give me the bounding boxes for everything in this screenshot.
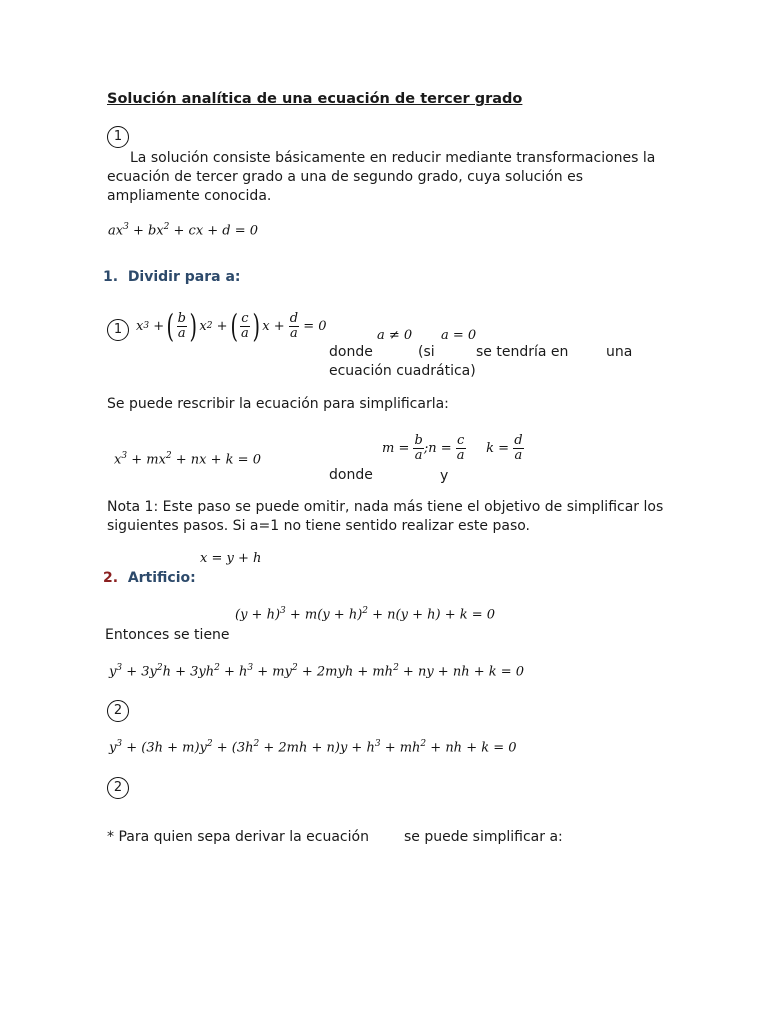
entonces-text: Entonces se tiene [105,627,230,643]
derivar-text-b: se puede simplificar a: [404,829,563,845]
donde-label-2: donde [329,467,373,483]
equation-marker-2-b: 2 [107,777,129,799]
y-label: y [440,468,449,484]
intro-line-2: ecuación de tercer grado a una de segundo grado, cuya solución es [107,169,584,185]
equation-general-cubic: $ax^3 + bx^2$ + cx + d = 0 [108,222,259,239]
step2-heading: 2. Artificio: [103,570,196,586]
step1-heading: 1. Dividir para a: [103,269,241,285]
equation-substitutions: m = $\frac{b}{a}$ ;n = $\frac{c}{a}$ k = $\frac{d}{a}$ [382,432,523,463]
equation-substituted: $(y + h)^3 + m(y + h)^2 + n(y + h) + k = 0$ [235,606,496,623]
equation-grouped: $y^3 + (3h + m)y^2 + (3h^2 + 2mh + n)y + h^3 + mh^2$ + nh + k = 0 [109,739,517,756]
nota-line-1: Nota 1: Este paso se puede omitir, nada más tiene el objetivo de simplificar los [107,499,664,515]
equation-marker-1: 1 [107,126,129,148]
intro-line-3: ampliamente conocida. [107,188,272,204]
equation-marker-1-b: 1 [107,319,129,341]
equation-reduced-cubic: $x^3 + mx^2$ + nx + k = 0 [114,451,261,468]
intro-line-1: La solución consiste básicamente en reducir mediante transformaciones la [130,150,656,166]
equation-normalized-cubic: x 3 + ( $\frac{b}{a}$ ) x 2 + ( $\frac{c}{a}$ ) x + $\frac{d}{a}$ = 0 [136,307,327,345]
si-label: (si [418,344,435,360]
rescribir-text: Se puede rescribir la ecuación para simplificarla: [107,396,449,412]
nota-line-2: siguientes pasos. Si a=1 no tiene sentido realizar este paso. [107,518,531,534]
ecuacion-cuadratica-label: ecuación cuadrática) [329,363,476,379]
una-label: una [606,344,633,360]
equation-substitution-x: x = y + h [200,551,262,566]
se-tendria-label: se tendría en [476,344,569,360]
equation-expanded: $y^3 + 3y^2h + 3yh^2 + h^3 + my^2 + 2myh + mh^2$ + ny + nh + k = 0 [109,663,525,680]
derivar-text-a: * Para quien sepa derivar la ecuación [107,829,369,845]
document-title: Solución analítica de una ecuación de tercer grado [107,91,523,107]
donde-label: donde [329,344,373,360]
condition-a-not-zero: a ≠ 0 [377,328,413,343]
condition-a-zero: a = 0 [441,328,477,343]
equation-marker-2: 2 [107,700,129,722]
